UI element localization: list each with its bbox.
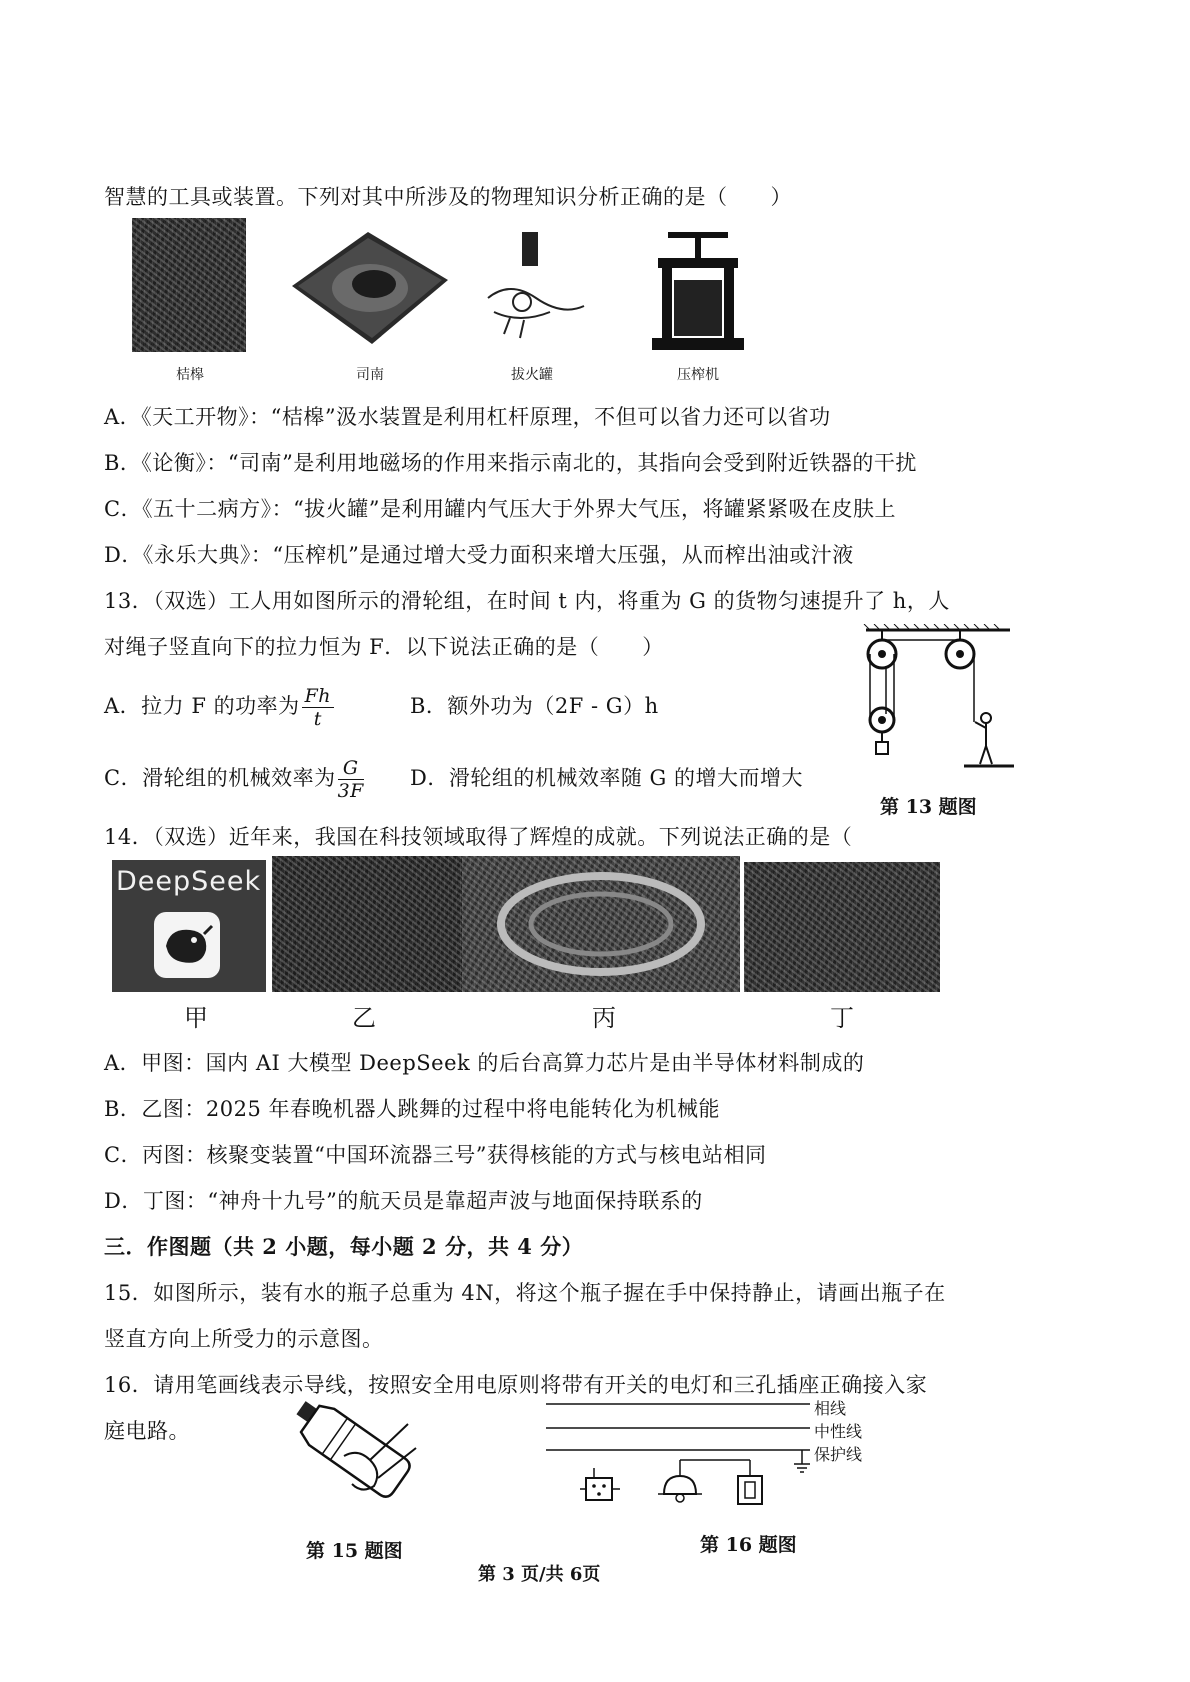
q13-stem-line2: 对绳子竖直向下的拉力恒为 F．以下说法正确的是（ ） bbox=[104, 635, 664, 659]
q15-stem-line2: 竖直方向上所受力的示意图。 bbox=[104, 1327, 384, 1351]
q13-stem-line1: 13．（双选）工人用如图所示的滑轮组，在时间 t 内，将重为 G 的货物匀速提升了 h，人 bbox=[104, 589, 950, 613]
q13-option-a bbox=[104, 676, 336, 736]
tokamak-image bbox=[462, 856, 740, 992]
q15-fig-caption: 第 15 题图 bbox=[306, 1540, 403, 1562]
deepseek-logo-text: DeepSeek bbox=[116, 866, 262, 897]
q16-fig-caption: 第 16 题图 bbox=[700, 1534, 797, 1556]
q16-stem-line1: 16．请用笔画线表示导线，按照安全用电原则将带有开关的电灯和三孔插座正确接入家 bbox=[104, 1373, 928, 1397]
q14-option-c: C．丙图：核聚变装置“中国环流器三号”获得核能的方式与核电站相同 bbox=[104, 1143, 767, 1167]
q14-caption-yi: 乙 bbox=[352, 1004, 376, 1032]
q12-option-a: A．《天工开物》：“桔槔”汲水装置是利用杠杆原理，不但可以省力还可以省功 bbox=[104, 405, 831, 429]
q14-option-b: B．乙图：2025 年春晚机器人跳舞的过程中将电能转化为机械能 bbox=[104, 1097, 721, 1121]
q14-caption-jia: 甲 bbox=[184, 1004, 208, 1032]
q12-option-c: C．《五十二病方》：“拔火罐”是利用罐内气压大于外界大气压，将罐紧紧吸在皮肤上 bbox=[104, 497, 897, 521]
q14-option-a: A．甲图：国内 AI 大模型 DeepSeek 的后台高算力芯片是由半导体材料制成的 bbox=[104, 1051, 865, 1075]
bottle-in-hand-figure bbox=[266, 1390, 426, 1520]
q13-option-b: B．额外功为（2F - G）h bbox=[410, 694, 659, 718]
q13-option-a-prefix: A．拉力 F 的功率为 bbox=[104, 694, 300, 718]
q14-option-d: D．丁图：“神舟十九号”的航天员是靠超声波与地面保持联系的 bbox=[104, 1189, 703, 1213]
q12-option-b: B．《论衡》：“司南”是利用地磁场的作用来指示南北的，其指向会受到附近铁器的干扰 bbox=[104, 451, 917, 475]
q13-option-a-fraction bbox=[302, 685, 334, 730]
q13-option-c-denominator: 3F bbox=[337, 780, 364, 802]
wire-label-ground: 保护线 bbox=[814, 1445, 863, 1464]
bahuoguan-image bbox=[480, 228, 590, 352]
section3-heading: 三．作图题（共 2 小题，每小题 2 分，共 4 分） bbox=[104, 1234, 584, 1259]
intro-text: 智慧的工具或装置。下列对其中所涉及的物理知识分析正确的是（ ） bbox=[104, 185, 792, 209]
robot-dance-image bbox=[272, 856, 462, 992]
wire-label-neutral: 中性线 bbox=[814, 1422, 863, 1441]
household-circuit-figure bbox=[540, 1394, 820, 1514]
shenzhou-image bbox=[744, 862, 940, 992]
sinan-caption: 司南 bbox=[356, 367, 384, 383]
deepseek-whale-icon bbox=[154, 912, 220, 978]
q16-stem-line2: 庭电路。 bbox=[104, 1419, 190, 1443]
sinan-image bbox=[282, 222, 454, 350]
q13-option-c-prefix: C．滑轮组的机械效率为 bbox=[104, 766, 336, 790]
q14-stem: 14．（双选）近年来，我国在科技领域取得了辉煌的成就。下列说法正确的是（ bbox=[104, 825, 853, 849]
q12-option-d: D．《永乐大典》：“压榨机”是通过增大受力面积来增大压强，从而榨出油或汁液 bbox=[104, 543, 854, 567]
wire-label-live: 相线 bbox=[814, 1399, 847, 1418]
pulley-figure bbox=[856, 624, 1020, 774]
q13-option-c bbox=[104, 748, 366, 808]
q14-caption-ding: 丁 bbox=[830, 1004, 854, 1032]
q13-option-a-numerator: Fh bbox=[302, 685, 334, 708]
q13-option-c-fraction bbox=[338, 757, 364, 802]
q13-option-a-denominator: t bbox=[313, 708, 322, 730]
yazhaji-image bbox=[648, 228, 748, 354]
jiegao-caption: 桔槔 bbox=[176, 367, 204, 383]
deepseek-image bbox=[112, 860, 266, 992]
bahuoguan-caption: 拔火罐 bbox=[511, 367, 553, 383]
q13-option-c-numerator: G bbox=[338, 757, 364, 780]
page-number: 第 3 页/共 6页 bbox=[478, 1564, 601, 1585]
q14-caption-bing: 丙 bbox=[592, 1004, 616, 1032]
jiegao-image bbox=[132, 218, 246, 352]
q15-stem-line1: 15．如图所示，装有水的瓶子总重为 4N，将这个瓶子握在手中保持静止，请画出瓶子在 bbox=[104, 1281, 946, 1305]
q13-option-d: D．滑轮组的机械效率随 G 的增大而增大 bbox=[410, 766, 803, 790]
q13-fig-caption: 第 13 题图 bbox=[880, 796, 977, 818]
yazhaji-caption: 压榨机 bbox=[677, 367, 719, 383]
